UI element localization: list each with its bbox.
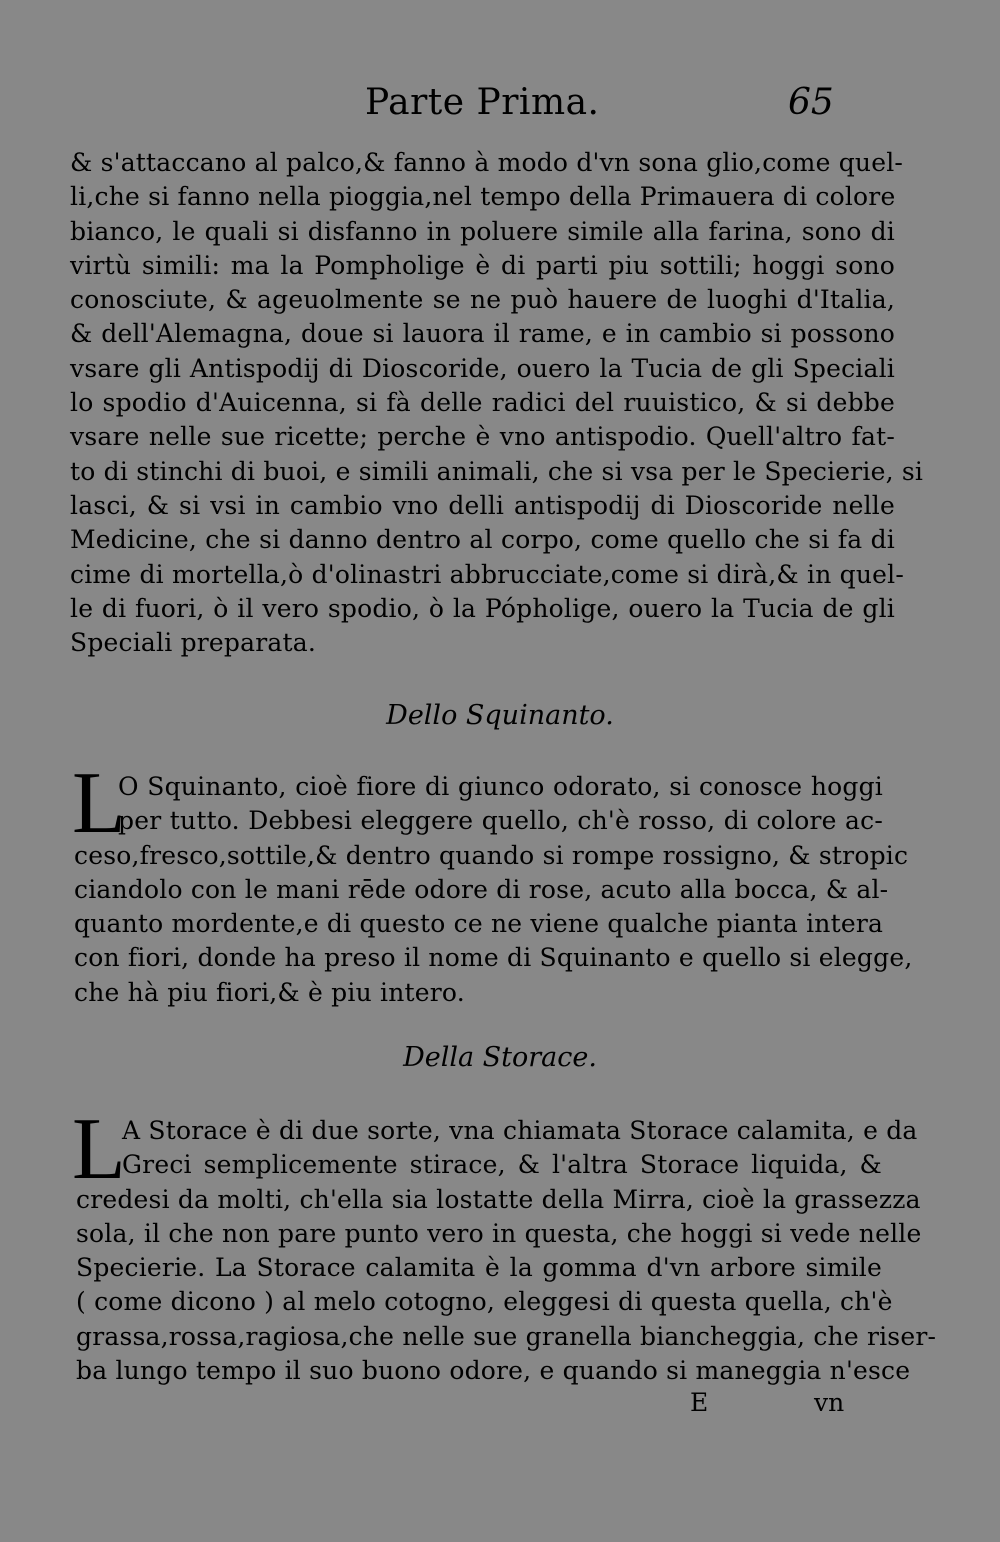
text-line: Speciali preparata. bbox=[70, 628, 316, 658]
section-heading: Dello Squinanto. bbox=[386, 700, 614, 731]
text-line: A Storace è di due sorte, vna chiamata Storace calamita, e da bbox=[122, 1116, 918, 1145]
running-title: Parte Prima. bbox=[365, 82, 600, 123]
text-line: ciandolo con le mani rēde odore di rose, acuto alla bocca, & al- bbox=[74, 874, 889, 904]
text-line: quanto mordente,e di questo ce ne viene qualche pianta intera bbox=[74, 909, 884, 939]
text-line: lasci, & si vsi in cambio vno delli antispodij di Dioscoride nelle bbox=[70, 490, 895, 520]
text-line: to di stinchi di buoi, e simili animali, che si vsa per le Specierie, si bbox=[70, 456, 924, 486]
section-heading: Della Storace. bbox=[403, 1042, 597, 1073]
signature-mark: E bbox=[690, 1388, 709, 1417]
text-line: cime di mortella,ò d'olinastri abbrucciate,come si dirà,& in quel- bbox=[70, 559, 904, 589]
drop-cap: L bbox=[72, 1101, 126, 1198]
running-header bbox=[0, 82, 1000, 132]
text-line: grassa,rossa,ragiosa,che nelle sue granella biancheggia, che riser- bbox=[76, 1321, 937, 1351]
text-line: conosciute, & ageuolmente se ne può hauere de luoghi d'Italia, bbox=[70, 285, 895, 315]
text-line: sola, il che non pare punto vero in questa, che hoggi si vede nelle bbox=[76, 1218, 922, 1248]
text-line: li,che si fanno nella pioggia,nel tempo della Primauera di colore bbox=[70, 182, 896, 212]
text-line: che hà piu fiori,& è piu intero. bbox=[74, 977, 465, 1007]
text-line: O Squinanto, cioè fiore di giunco odorato, si conosce hoggi bbox=[118, 772, 883, 801]
drop-cap: L bbox=[72, 755, 126, 852]
text-line: Specierie. La Storace calamita è la gomma d'vn arbore simile bbox=[76, 1253, 882, 1283]
paragraph-squinanto-head bbox=[118, 770, 883, 839]
paragraph-storace-body bbox=[76, 1183, 937, 1389]
paragraph-continuation bbox=[70, 146, 924, 660]
text-line: & s'attaccano al palco,& fanno à modo d'vn sona glio,come quel- bbox=[70, 148, 904, 177]
text-line: & dell'Alemagna, doue si lauora il rame, e in cambio si possono bbox=[70, 319, 895, 349]
text-line: lo spodio d'Auicenna, si fà delle radici del ruuistico, & si debbe bbox=[70, 388, 895, 418]
text-line: le di fuori, ò il vero spodio, ò la Pópholige, ouero la Tucia de gli bbox=[70, 593, 895, 623]
text-line: ( come dicono ) al melo cotogno, eleggesi di questa quella, ch'è bbox=[76, 1287, 893, 1317]
text-line: virtù simili: ma la Pompholige è di parti piu sottili; hoggi sono bbox=[70, 250, 895, 280]
text-line: credesi da molti, ch'ella sia lostatte della Mirra, cioè la grassezza bbox=[76, 1184, 921, 1214]
page-number: 65 bbox=[788, 82, 834, 123]
text-line: Greci semplicemente stirace, & l'altra Storace liquida, & bbox=[122, 1150, 882, 1180]
text-line: vsare nelle sue ricette; perche è vno antispodio. Quell'altro fat- bbox=[70, 422, 895, 452]
text-line: bianco, le quali si disfanno in poluere simile alla farina, sono di bbox=[70, 216, 895, 246]
text-line: ba lungo tempo il suo buono odore, e quando si maneggia n'esce bbox=[76, 1356, 911, 1386]
text-line: per tutto. Debbesi eleggere quello, ch'è rosso, di colore ac- bbox=[118, 806, 883, 836]
text-line: ceso,fresco,sottile,& dentro quando si rompe rossigno, & stropic bbox=[74, 840, 909, 870]
paragraph-storace-head bbox=[122, 1114, 918, 1183]
catchword: vn bbox=[814, 1388, 845, 1417]
paragraph-squinanto-body bbox=[74, 839, 913, 1010]
text-line: Medicine, che si danno dentro al corpo, come quello che si fa di bbox=[70, 525, 895, 555]
text-line: con fiori, donde ha preso il nome di Squinanto e quello si elegge, bbox=[74, 943, 913, 973]
text-line: vsare gli Antispodij di Dioscoride, ouero la Tucia de gli Speciali bbox=[70, 353, 895, 383]
